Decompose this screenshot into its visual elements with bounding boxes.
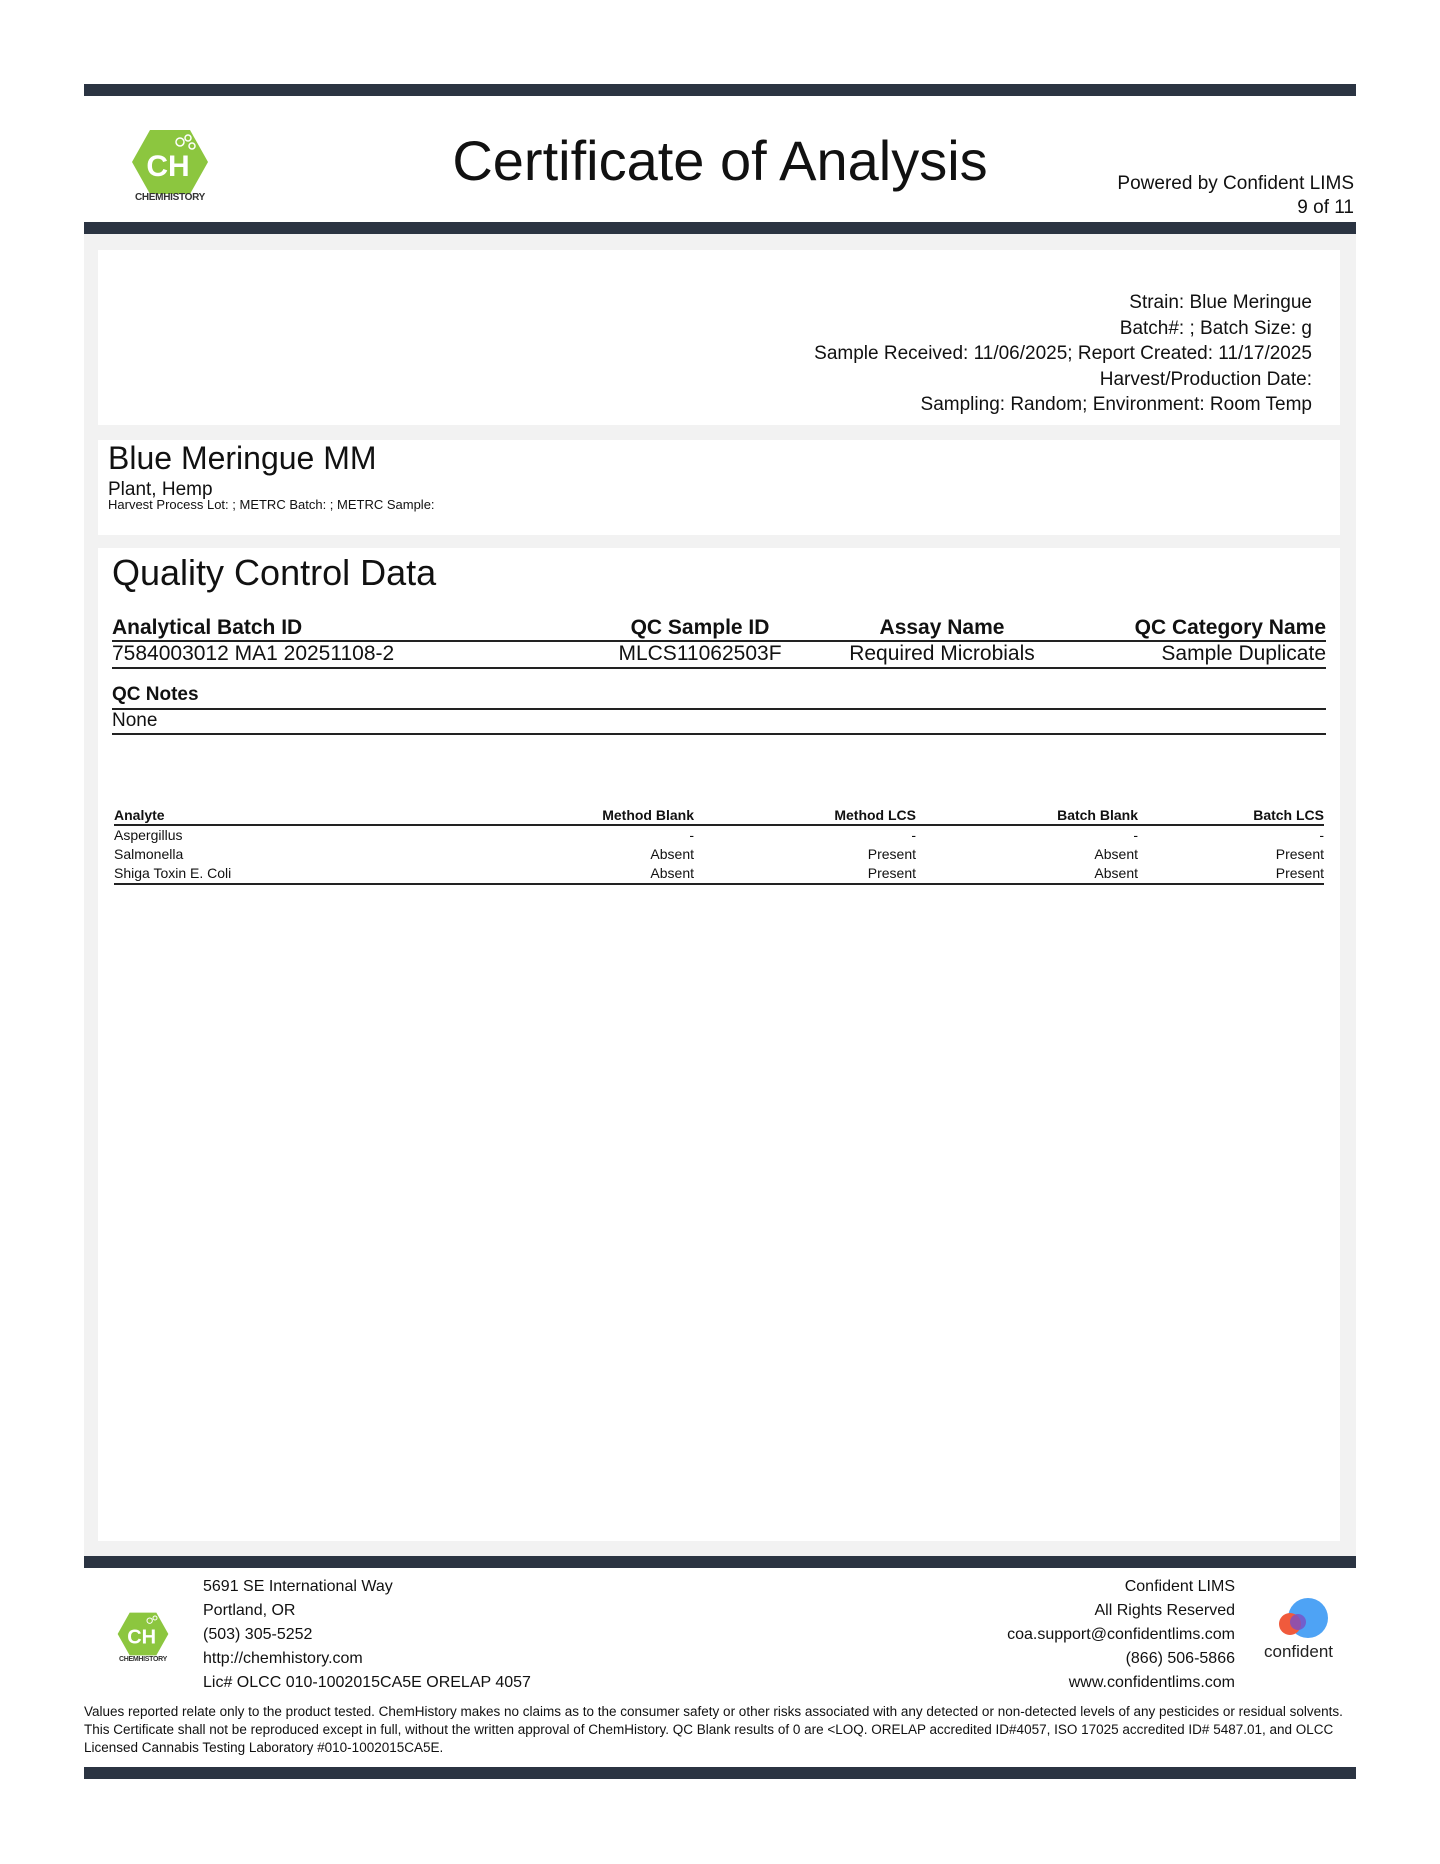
lims-info bbox=[1007, 1575, 1235, 1695]
svg-text:CH: CH bbox=[146, 150, 190, 183]
hexagon-icon bbox=[130, 126, 210, 198]
address-city: Portland, OR bbox=[203, 1602, 296, 1619]
lims-rights: All Rights Reserved bbox=[1094, 1602, 1235, 1619]
qc-notes-label: QC Notes bbox=[112, 684, 1326, 710]
powered-by: Powered by Confident LIMS bbox=[1117, 173, 1354, 194]
analyte-name: Aspergillus bbox=[114, 827, 183, 843]
qc-panel bbox=[98, 548, 1340, 1541]
qc-header-row bbox=[112, 616, 1326, 642]
logo-brand-text: CHEMHISTORY bbox=[134, 192, 206, 203]
analyte-name: Shiga Toxin E. Coli bbox=[114, 865, 232, 881]
lab-address bbox=[203, 1575, 531, 1695]
analyte-header-method-lcs: Method LCS bbox=[834, 807, 916, 823]
dates-line: Sample Received: 11/06/2025; Report Created: 11/17/2025 bbox=[814, 343, 1312, 364]
sampling-line: Sampling: Random; Environment: Room Temp bbox=[920, 394, 1312, 415]
bottom-rule bbox=[84, 1767, 1356, 1779]
lims-name: Confident LIMS bbox=[1124, 1578, 1235, 1595]
harvest-line: Harvest/Production Date: bbox=[1099, 368, 1312, 390]
footer-logo-brand-text: CHEMHISTORY bbox=[118, 1656, 168, 1663]
lims-phone: (866) 506-5866 bbox=[1125, 1650, 1235, 1667]
analyte-header-row bbox=[114, 806, 1324, 826]
qc-batch-id: 7584003012 MA1 20251108-2 bbox=[112, 642, 395, 665]
batch-blank-value: - bbox=[1133, 827, 1138, 843]
method-blank-value: Absent bbox=[650, 865, 694, 881]
qc-header-batch-id: Analytical Batch ID bbox=[112, 616, 303, 639]
address-street: 5691 SE International Way bbox=[203, 1578, 393, 1595]
page-number: 9 of 11 bbox=[1297, 197, 1354, 218]
batch-lcs-value: Present bbox=[1275, 846, 1324, 862]
table-row bbox=[114, 864, 1324, 885]
footer-hexagon-icon bbox=[116, 1610, 170, 1658]
product-lot-line: Harvest Process Lot: ; METRC Batch: ; METRC Sample: bbox=[108, 497, 435, 512]
batch-line: Batch#: ; Batch Size: g bbox=[1119, 317, 1312, 339]
qc-data-row bbox=[112, 642, 1326, 669]
qc-sample-id: MLCS11062503F bbox=[618, 642, 782, 665]
qc-header-assay: Assay Name bbox=[879, 616, 1005, 639]
confident-logo-text: confident bbox=[1264, 1642, 1333, 1661]
powered-by-block bbox=[1117, 172, 1354, 220]
method-blank-value: Absent bbox=[650, 846, 694, 862]
lab-website[interactable]: http://chemhistory.com bbox=[203, 1650, 363, 1667]
qc-notes-value: None bbox=[112, 710, 1326, 735]
top-rule bbox=[84, 84, 1356, 96]
analyte-header-name: Analyte bbox=[114, 807, 165, 823]
table-row bbox=[114, 826, 1324, 845]
method-lcs-value: - bbox=[911, 827, 916, 843]
qc-header-category: QC Category Name bbox=[1134, 616, 1326, 639]
batch-blank-value: Absent bbox=[1094, 865, 1138, 881]
product-type: Plant, Hemp bbox=[108, 479, 213, 500]
lims-email[interactable]: coa.support@confidentlims.com bbox=[1007, 1626, 1235, 1643]
sample-meta-panel bbox=[98, 250, 1340, 425]
analyte-header-method-blank: Method Blank bbox=[602, 807, 694, 823]
disclaimer: Values reported relate only to the product tested. ChemHistory makes no claims as to the consumer safety or other risks associated with any detected or non-detected levels of any pesticides or residual solvents. This Certificate shall not be reproduced except in full, without the written approval of ChemHistory. QC Blank results of 0 are <LOQ. ORELAP accredited ID#4057, ISO 17025 accredited ID# 5487.01, and OLCC Licensed Cannabis Testing Laboratory #010-1002015CA5E. bbox=[84, 1704, 1343, 1755]
analyte-header-batch-lcs: Batch LCS bbox=[1253, 807, 1324, 823]
product-panel bbox=[98, 440, 1340, 535]
footer-chemhistory-logo bbox=[116, 1610, 170, 1666]
analyte-header-batch-blank: Batch Blank bbox=[1057, 807, 1138, 823]
strain-line: Strain: Blue Meringue bbox=[1129, 292, 1312, 313]
analyte-table bbox=[114, 806, 1324, 885]
batch-lcs-value: - bbox=[1319, 827, 1324, 843]
qc-category-name: Sample Duplicate bbox=[1161, 642, 1326, 665]
sample-meta bbox=[814, 290, 1312, 418]
chemhistory-logo bbox=[130, 126, 210, 206]
lab-license: Lic# OLCC 010-1002015CA5E ORELAP 4057 bbox=[203, 1674, 531, 1691]
lims-website[interactable]: www.confidentlims.com bbox=[1068, 1674, 1235, 1691]
product-name: Blue Meringue MM bbox=[108, 440, 377, 476]
header-rule bbox=[84, 222, 1356, 234]
table-row bbox=[114, 845, 1324, 864]
qc-title: Quality Control Data bbox=[112, 552, 437, 593]
qc-header-sample-id: QC Sample ID bbox=[630, 616, 770, 639]
lab-phone: (503) 305-5252 bbox=[203, 1626, 313, 1643]
qc-assay-name: Required Microbials bbox=[849, 642, 1035, 665]
batch-blank-value: Absent bbox=[1094, 846, 1138, 862]
document-title: Certificate of Analysis bbox=[452, 129, 988, 192]
method-lcs-value: Present bbox=[867, 846, 916, 862]
svg-text:CH: CH bbox=[127, 1626, 157, 1649]
method-blank-value: - bbox=[689, 827, 694, 843]
batch-lcs-value: Present bbox=[1275, 865, 1324, 881]
qc-table bbox=[112, 616, 1326, 669]
method-lcs-value: Present bbox=[867, 865, 916, 881]
analyte-name: Salmonella bbox=[114, 846, 184, 862]
footer-rule bbox=[84, 1556, 1356, 1568]
